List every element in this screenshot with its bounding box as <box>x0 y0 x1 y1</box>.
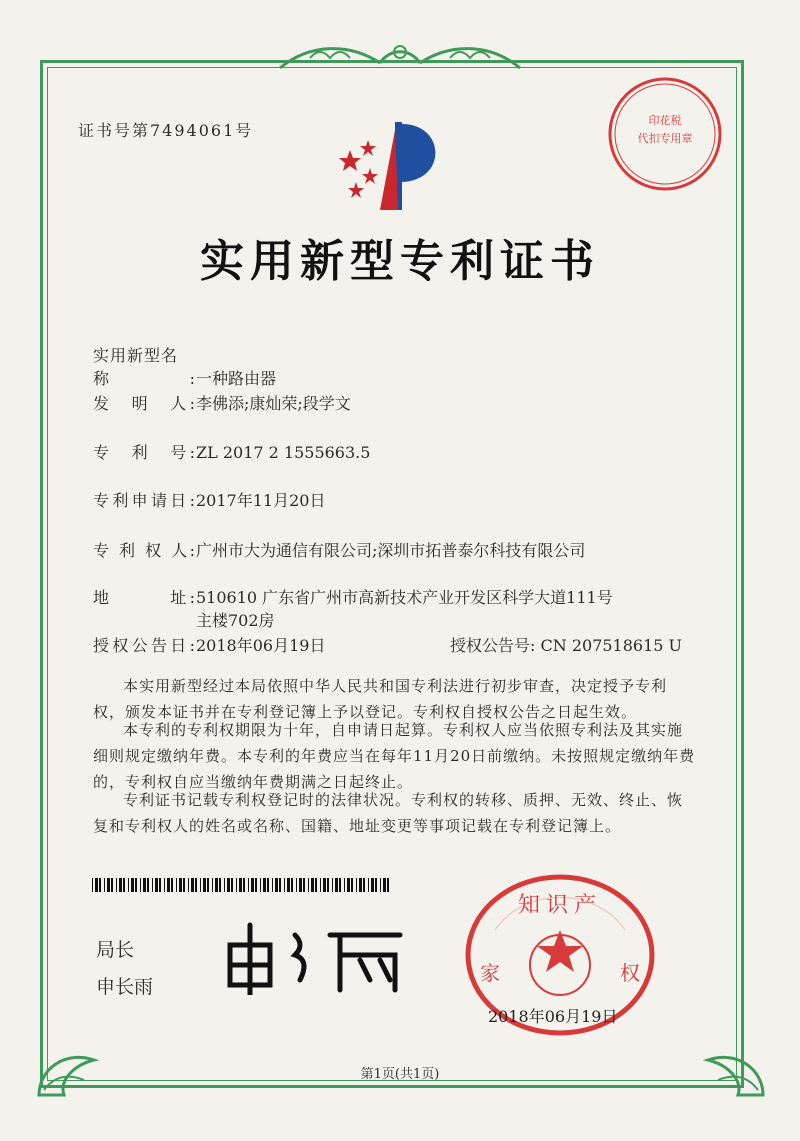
field-announce-date <box>93 633 325 656</box>
field-value: 李佛添;康灿荣;段学文 <box>196 394 351 413</box>
field-label: 授权公告号: <box>450 636 536 655</box>
signer-title: 局长 <box>96 939 135 961</box>
field-application-date <box>93 488 325 511</box>
field-address <box>93 585 613 608</box>
barcode <box>92 878 390 892</box>
field-value: ZL 2017 2 1555663.5 <box>196 443 371 462</box>
field-utility-model-name <box>93 343 276 389</box>
signer-name: 申长雨 <box>96 976 154 998</box>
field-value: 一种路由器 <box>196 369 277 388</box>
patent-office-logo <box>330 110 460 220</box>
field-patent-number <box>93 440 370 463</box>
page-footer: 第1页(共1页) <box>360 1067 440 1082</box>
certificate-number: 证书号第7494061号 <box>78 121 254 140</box>
field-inventors <box>93 391 351 414</box>
svg-text:知识产: 知识产 <box>517 893 603 918</box>
field-label: 地 址: <box>93 588 196 607</box>
certificate-title: 实用新型专利证书 <box>200 236 600 287</box>
field-label: 专 利 权 人: <box>93 541 196 560</box>
field-label: 实用新型名称: <box>93 346 196 388</box>
svg-text:代扣专用章: 代扣专用章 <box>637 132 693 145</box>
svg-text:权: 权 <box>620 961 640 985</box>
field-label: 发 明 人: <box>93 394 196 413</box>
svg-text:家: 家 <box>480 961 500 985</box>
field-value: 广州市大为通信有限公司;深圳市拓普泰尔科技有限公司 <box>196 541 586 560</box>
tax-stamp-seal <box>605 74 725 194</box>
seal-date: 2018年06月19日 <box>488 1007 618 1026</box>
svg-text:印花税: 印花税 <box>648 114 682 127</box>
field-label: 专 利 号: <box>93 443 196 462</box>
handwritten-signature <box>220 905 420 995</box>
field-announce-number <box>450 633 682 656</box>
paragraph-2: 本专利的专利权期限为十年，自申请日起算。专利权人应当依照专利法及其实施细则规定缴纳年费。本专利的年费应当在每年11月20日前缴纳。未按照规定缴纳年费的，专利权自应当缴纳年费期满之日起终止。 <box>93 721 696 791</box>
field-label: 专利申请日: <box>93 491 196 510</box>
field-value: 2017年11月20日 <box>196 491 326 510</box>
top-ornament <box>270 38 530 78</box>
field-patentee <box>93 538 585 561</box>
field-value: CN 207518615 U <box>540 636 683 655</box>
field-value: 2018年06月19日 <box>196 636 326 655</box>
address-line2: 主楼702房 <box>196 611 275 630</box>
paragraph-1: 本实用新型经过本局依照中华人民共和国专利法进行初步审查，决定授予专利权，颁发本证书并在专利登记簿上予以登记。专利权自授权公告之日起生效。 <box>93 677 668 721</box>
field-value: 510610 广东省广州市高新技术产业开发区科学大道111号 <box>196 588 613 607</box>
paragraph-3: 专利证书记载专利权登记时的法律状况。专利权的转移、质押、无效、终止、恢复和专利权人的姓名或名称、国籍、地址变更等事项记载在专利登记簿上。 <box>93 791 684 835</box>
field-label: 授权公告日: <box>93 636 196 655</box>
